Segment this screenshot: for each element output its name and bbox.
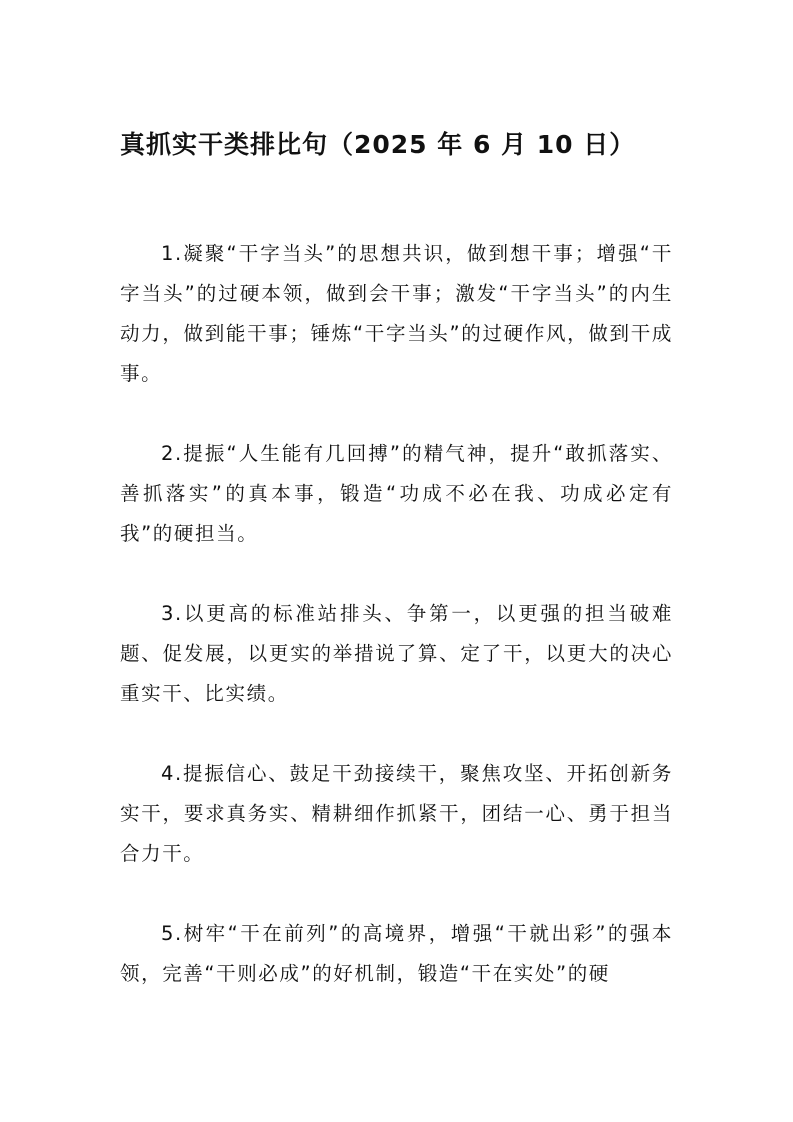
paragraph-1: 1.凝聚“干字当头”的思想共识，做到想干事；增强“干字当头”的过硬本领，做到会干事；激发“干字当头”的内生动力，做到能干事；锤炼“干字当头”的过硬作风，做到干成事。 [120, 242, 673, 385]
paragraph-4: 4.提振信心、鼓足干劲接续干，聚焦攻坚、开拓创新务实干，要求真务实、精耕细作抓紧干，团结一心、勇于担当合力干。 [120, 762, 673, 865]
document-title: 真抓实干类排比句（2025 年 6 月 10 日） [120, 130, 636, 159]
document-body [120, 234, 673, 1034]
paragraph-3: 3.以更高的标准站排头、争第一，以更强的担当破难题、促发展，以更实的举措说了算、定了干，以更大的决心重实干、比实绩。 [120, 602, 673, 705]
paragraph-2: 2.提振“人生能有几回搏”的精气神，提升“敢抓落实、善抓落实”的真本事，锻造“功成不必在我、功成必定有我”的硬担当。 [120, 442, 673, 545]
paragraph-5: 5.树牢“干在前列”的高境界，增强“干就出彩”的强本领，完善“干则必成”的好机制，锻造“干在实处”的硬 [120, 922, 673, 985]
